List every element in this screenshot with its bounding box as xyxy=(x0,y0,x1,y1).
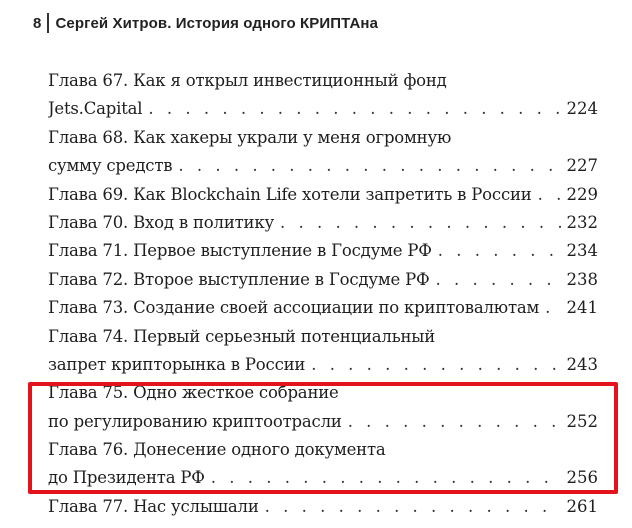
header-divider xyxy=(47,13,49,33)
page-header xyxy=(33,12,378,34)
toc-entry-text: Глава 72. Второе выступление в Госдуме РФ xyxy=(48,269,430,289)
running-title: Сергей Хитров. История одного КРИПТАна xyxy=(55,14,379,32)
toc-line xyxy=(48,464,598,492)
dot-leader xyxy=(311,351,560,379)
toc-page-number: 232 xyxy=(566,212,598,232)
toc-page-number: 252 xyxy=(566,411,598,431)
dot-leader xyxy=(211,464,561,492)
toc-entry-text: запрет крипторынка в России xyxy=(48,354,306,374)
toc-line xyxy=(48,493,598,521)
toc-line xyxy=(48,209,598,237)
toc-entry-text: Глава 73. Создание своей ассоциации по криптовалютам xyxy=(48,298,540,318)
table-of-contents xyxy=(48,67,598,521)
toc-entry-text: Глава 67. Как я открыл инвестиционный фонд xyxy=(48,71,447,90)
toc-line xyxy=(48,323,598,351)
dot-leader xyxy=(178,152,560,180)
toc-line xyxy=(48,181,598,209)
toc-entry-text: Глава 71. Первое выступление в Госдуме РФ xyxy=(48,241,432,261)
toc-line xyxy=(48,351,598,379)
dot-leader xyxy=(148,95,560,123)
toc-line xyxy=(48,95,598,123)
toc-entry-text: Глава 70. Вход в политику xyxy=(48,212,274,232)
dot-leader xyxy=(265,493,561,521)
dot-leader xyxy=(435,266,560,294)
toc-line xyxy=(48,67,598,95)
toc-entry-text: Глава 69. Как Blockchain Life хотели запретить в России xyxy=(48,184,532,204)
toc-entry-text: сумму средств xyxy=(48,156,173,176)
toc-line xyxy=(48,379,598,407)
toc-page-number: 238 xyxy=(566,269,598,289)
toc-line xyxy=(48,124,598,152)
dot-leader xyxy=(280,209,561,237)
toc-page-number: 234 xyxy=(566,241,598,261)
toc-entry-text: Глава 76. Донесение одного документа xyxy=(48,440,386,460)
toc-line xyxy=(48,294,598,322)
toc-page-number: 256 xyxy=(566,468,598,488)
toc-line xyxy=(48,266,598,294)
toc-page-number: 261 xyxy=(566,496,598,516)
toc-page-number: 229 xyxy=(566,184,598,204)
toc-line xyxy=(48,436,598,464)
dot-leader xyxy=(545,294,560,322)
toc-page-number: 243 xyxy=(566,354,598,374)
toc-entry-text: до Президента РФ xyxy=(48,468,205,488)
toc-line xyxy=(48,408,598,436)
toc-entry-text: Jets.Capital xyxy=(48,99,143,119)
toc-page-number: 241 xyxy=(566,298,598,318)
toc-entry-text: Глава 77. Нас услышали xyxy=(48,496,259,516)
toc-line xyxy=(48,237,598,265)
toc-line xyxy=(48,152,598,180)
dot-leader xyxy=(348,408,561,436)
toc-page-number: 227 xyxy=(566,156,598,176)
toc-entry-text: Глава 75. Одно жесткое собрание xyxy=(48,383,339,403)
toc-entry-text: Глава 68. Как хакеры украли у меня огромную xyxy=(48,127,452,147)
toc-entry-text: по регулированию криптоотрасли xyxy=(48,411,342,431)
dot-leader xyxy=(438,237,561,265)
dot-leader xyxy=(538,181,561,209)
page-number: 8 xyxy=(33,14,42,32)
toc-entry-text: Глава 74. Первый серьезный потенциальный xyxy=(48,326,436,346)
toc-page-number: 224 xyxy=(566,99,598,119)
